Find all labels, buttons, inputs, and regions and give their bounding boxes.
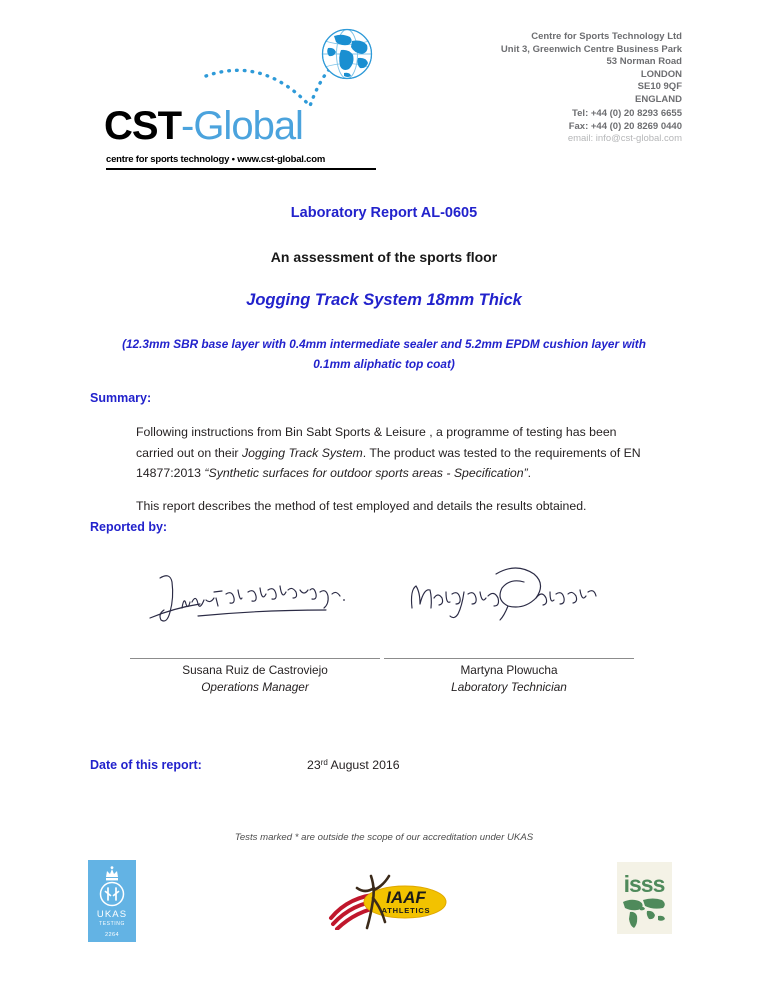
product-detail: (12.3mm SBR base layer with 0.4mm intermediate sealer and 5.2mm EPDM cushion layer with 0.1mm aliphatic top coat) bbox=[122, 337, 646, 371]
logo-divider bbox=[106, 168, 376, 170]
address-line-1: Centre for Sports Technology Ltd bbox=[531, 31, 682, 42]
globe-icon bbox=[98, 28, 383, 110]
brand-tagline: centre for sports technology • www.cst-global.com bbox=[106, 154, 326, 165]
company-contact bbox=[568, 108, 682, 146]
address-line-6: ENGLAND bbox=[635, 93, 682, 105]
email-line: email: info@cst-global.com bbox=[567, 133, 682, 145]
paragraph-gap bbox=[136, 484, 654, 496]
address-line-3: 53 Norman Road bbox=[606, 56, 682, 68]
address-line-4: LONDON bbox=[640, 68, 682, 80]
accreditation-footnote: Tests marked * are outside the scope of our accreditation under UKAS bbox=[234, 832, 534, 843]
report-date-label: Date of this report: bbox=[90, 758, 202, 772]
footer-logo-row bbox=[0, 860, 768, 955]
assessment-subtitle: An assessment of the sports floor bbox=[270, 249, 498, 265]
cst-global-logo bbox=[98, 28, 383, 165]
signatory-block-2 bbox=[384, 560, 634, 695]
address-line-5: SE10 9QF bbox=[637, 81, 682, 93]
signatory-name: Martyna Plowucha bbox=[460, 663, 558, 677]
company-address bbox=[501, 31, 682, 107]
signature-rule bbox=[384, 658, 634, 659]
iaaf-logo bbox=[327, 872, 449, 930]
address-line-2: Unit 3, Greenwich Centre Business Park bbox=[500, 43, 682, 55]
report-date-value bbox=[307, 758, 400, 772]
signatory-role: Laboratory Technician bbox=[451, 680, 567, 694]
signature-rule bbox=[130, 658, 380, 659]
product-title: Jogging Track System 18mm Thick bbox=[246, 291, 522, 309]
signatory-role: Operations Manager bbox=[201, 680, 309, 694]
summary-text-a: Following instructions from Bin Sabt Sports & Leisure , a programme of testing has been carried out on their bbox=[136, 425, 617, 460]
fax-line: Fax: +44 (0) 20 8269 0440 bbox=[568, 120, 682, 132]
summary-body bbox=[136, 422, 654, 516]
svg-text:TESTING: TESTING bbox=[99, 921, 125, 927]
brand-primary: CST bbox=[104, 104, 181, 148]
signatory-block-1 bbox=[130, 560, 380, 695]
brand-secondary: -Global bbox=[181, 104, 303, 148]
ukas-logo bbox=[88, 860, 136, 942]
summary-text-b: . The product was tested to the requirements of EN 14877:2013 bbox=[136, 445, 641, 480]
handwritten-signature-icon bbox=[384, 560, 634, 638]
document-header bbox=[0, 0, 768, 175]
summary-paragraph-1 bbox=[136, 422, 654, 484]
brand-wordmark bbox=[104, 106, 303, 146]
telephone-line: Tel: +44 (0) 20 8293 6655 bbox=[572, 108, 682, 119]
signature-area bbox=[130, 560, 640, 695]
svg-text:isss: isss bbox=[623, 871, 665, 897]
summary-standard-title: “Synthetic surfaces for outdoor sports areas - Specification” bbox=[204, 466, 528, 480]
svg-text:2264: 2264 bbox=[104, 932, 120, 938]
summary-text-c: . bbox=[527, 466, 532, 480]
date-month-year: August 2016 bbox=[327, 758, 400, 772]
page-title: Laboratory Report AL-0605 bbox=[290, 205, 478, 221]
reported-by-heading: Reported by: bbox=[90, 520, 168, 534]
handwritten-signature-icon bbox=[130, 560, 380, 638]
summary-product-ref: Jogging Track System bbox=[241, 445, 363, 460]
summary-paragraph-2: This report describes the method of test employed and details the results obtained. bbox=[136, 498, 587, 513]
date-ordinal: rd bbox=[320, 758, 328, 767]
summary-heading: Summary: bbox=[90, 391, 152, 405]
isss-logo bbox=[617, 862, 672, 934]
svg-text:IAAF: IAAF bbox=[386, 888, 426, 907]
svg-text:UKAS: UKAS bbox=[96, 909, 128, 920]
svg-text:ATHLETICS: ATHLETICS bbox=[381, 906, 431, 915]
date-day: 23 bbox=[307, 758, 321, 772]
signatory-name: Susana Ruiz de Castroviejo bbox=[182, 663, 328, 677]
